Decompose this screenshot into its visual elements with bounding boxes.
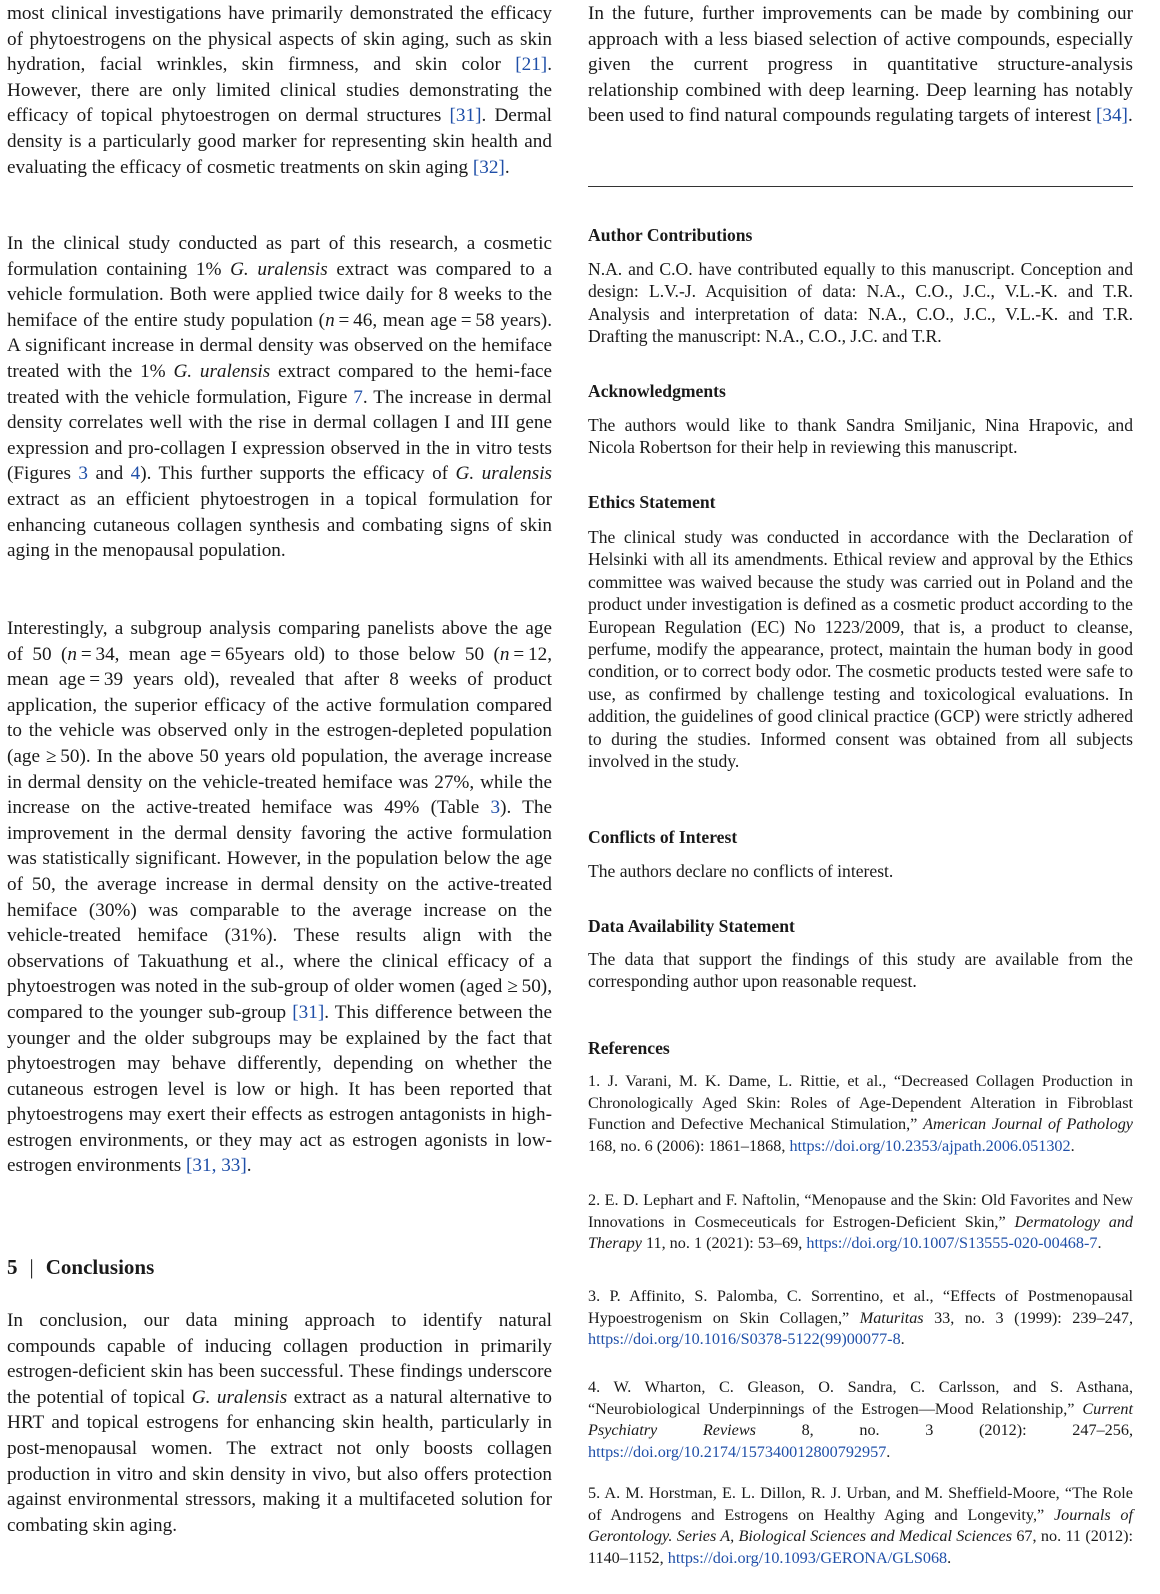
acknowledgments-text: The authors would like to thank Sandra Smiljanic, Nina Hrapovic, and Nicola Robertson for their help in reviewing this manuscript.	[588, 415, 1133, 458]
journal-name: Dermatology and Therapy	[588, 1212, 1134, 1253]
species-name: G. uralensis	[191, 1386, 288, 1408]
citation-link[interactable]: [31, 33]	[186, 1155, 247, 1177]
species-name: G. uralensis	[455, 463, 552, 485]
journal-name: Current Psychiatry Reviews	[588, 1399, 1133, 1440]
reference-item: 1. J. Varani, M. K. Dame, L. Rittie, et al., “Decreased Collagen Production in Chronologically Aged Skin: Roles of Age-Dependent Alteration in Fibroblast Function and Defective Mechanical Stimulation,” American Journal of Pathology 168, no. 6 (2006): 1861–1868, https://doi.org/10.2353/ajpath.2006.051302.	[588, 1072, 1133, 1155]
section-separator: |	[29, 1255, 34, 1279]
doi-link[interactable]: https://doi.org/10.2353/ajpath.2006.051302	[789, 1136, 1071, 1155]
section-title: Conclusions	[45, 1255, 155, 1279]
paragraph: In conclusion, our data mining approach to identify natural compounds capable of inducing collagen production in primarily estrogen-deficient skin has been successful. These findings underscore the potential of topical G. uralensis extract as a natural alternative to HRT and topical estrogens for enhancing skin health, particularly in post-menopausal women. The extract not only boosts collagen production in vitro and skin density in vivo, but also offers protection against environmental stressors, making it a multifaceted solution for combating skin aging.	[7, 1310, 552, 1536]
table-link[interactable]: 3	[490, 797, 501, 819]
section-number: 5	[7, 1255, 18, 1279]
citation-link[interactable]: [34]	[1095, 105, 1128, 127]
doi-link[interactable]: https://doi.org/10.1093/GERONA/GLS068	[667, 1548, 948, 1567]
citation-link[interactable]: [31]	[449, 105, 482, 127]
data-availability-heading: Data Availability Statement	[588, 916, 795, 936]
paragraph: In the future, further improvements can be made by combining our approach with a less biased selection of active compounds, especially given the current progress in quantitative structure-analysis relationship combined with deep learning. Deep learning has notably been used to find natural compounds regulating targets of interest [34].	[588, 3, 1133, 127]
citation-link[interactable]: [32]	[472, 156, 505, 178]
citation-link[interactable]: [21]	[515, 54, 548, 76]
doi-link[interactable]: https://doi.org/10.2174/157340012800792957	[588, 1442, 887, 1461]
reference-item: 3. P. Affinito, S. Palomba, C. Sorrentino, et al., “Effects of Postmenopausal Hypoestrogenism on Skin Collagen,” Maturitas 33, no. 3 (1999): 239–247, https://doi.org/10.1016/S0378-5122(99)00077-8.	[588, 1287, 1133, 1349]
references-heading: References	[588, 1038, 670, 1058]
figure-link[interactable]: 3	[78, 463, 89, 485]
ethics-heading: Ethics Statement	[588, 492, 716, 512]
reference-item: 5. A. M. Horstman, E. L. Dillon, R. J. Urban, and M. Sheffield-Moore, “The Role of Androgens and Estrogens on Healthy Aging and Longevity,” Journals of Gerontology. Series A, Biological Sciences and Medical Sciences 67, no. 11 (2012): 1140–1152, https://doi.org/10.1093/GERONA/GLS068.	[588, 1484, 1133, 1567]
doi-link[interactable]: https://doi.org/10.1016/S0378-5122(99)00077-8	[588, 1330, 901, 1349]
section-divider	[588, 186, 1133, 187]
paragraph: most clinical investigations have primarily demonstrated the efficacy of phytoestrogens on the physical aspects of skin aging, such as skin hydration, facial wrinkles, skin firmness, and skin color [21]. However, there are only limited clinical studies demonstrating the efficacy of topical phytoestrogen on dermal structures [31]. Dermal density is a particularly good marker for representing skin health and evaluating the efficacy of cosmetic treatments on skin aging [32].	[7, 3, 552, 178]
section-heading	[7, 1255, 154, 1280]
reference-item: 2. E. D. Lephart and F. Naftolin, “Menopause and the Skin: Old Favorites and New Innovations in Cosmeceuticals for Estrogen-Deficient Skin,” Dermatology and Therapy 11, no. 1 (2021): 53–69, https://doi.org/10.1007/S13555-020-00468-7.	[588, 1191, 1134, 1253]
reference-item: 4. W. Wharton, C. Gleason, O. Sandra, C. Carlsson, and S. Asthana, “Neurobiological Underpinnings of the Estrogen—Mood Relationship,” Current Psychiatry Reviews 8, no. 3 (2012): 247–256, https://doi.org/10.2174/157340012800792957.	[588, 1378, 1134, 1461]
figure-link[interactable]: 4	[130, 463, 141, 485]
author-contributions-text: N.A. and C.O. have contributed equally to this manuscript. Conception and design: L.V.-J. Acquisition of data: N.A., C.O., J.C., V.L.-K. and T.R. Analysis and interpretation of data: N.A., C.O., J.C., V.L.-K. and T.R. Drafting the manuscript: N.A., C.O., J.C. and T.R.	[588, 259, 1133, 347]
doi-link[interactable]: https://doi.org/10.1007/S13555-020-00468-7	[806, 1234, 1098, 1253]
conflicts-heading: Conflicts of Interest	[588, 827, 738, 847]
conflicts-text: The authors declare no conflicts of interest.	[588, 861, 894, 881]
ethics-text: The clinical study was conducted in accordance with the Declaration of Helsinki with all its amendments. Ethical review and approval by the Ethics committee was waived because the study was carried out in Poland and the product under investigation is defined as a cosmetic product according to the European Regulation (EC) No 1223/2009, that is, a product to cleanse, perfume, modify the appearance, protect, maintain the human body in good condition, or to correct body odor. The cosmetic products tested were safe to use, as confirmed by challenge testing and toxicological evaluations. In addition, the guidelines of good clinical practice (GCP) were strictly adhered to during the studies. Informed consent was obtained from all subjects involved in the study.	[588, 527, 1133, 772]
paragraph: In the clinical study conducted as part of this research, a cosmetic formulation containing 1% G. uralensis extract was compared to a vehicle formulation. Both were applied twice daily for 8 weeks to the hemiface of the entire study population (n = 46, mean age = 58 years). A significant increase in dermal density was observed on the hemiface treated with the 1% G. uralensis extract compared to the hemi-face treated with the vehicle formulation, Figure 7. The increase in dermal density correlates well with the rise in dermal collagen I and III gene expression and pro-collagen I expression observed in the in vitro tests (Figures 3 and 4). This further supports the efficacy of G. uralensis extract as an efficient phytoestrogen in a topical formulation for enhancing cutaneous collagen synthesis and combating signs of skin aging in the menopausal population.	[7, 233, 553, 562]
journal-name: American Journal of Pathology	[923, 1115, 1133, 1134]
journal-name: Journals of Gerontology. Series A, Biological Sciences and Medical Sciences	[588, 1505, 1133, 1546]
species-name: G. uralensis	[230, 258, 328, 280]
species-name: G. uralensis	[173, 360, 271, 382]
paragraph: Interestingly, a subgroup analysis comparing panelists above the age of 50 (n = 34, mean age = 65years old) to those below 50 (n = 12, mean age = 39 years old), revealed that after 8 weeks of product application, the superior efficacy of the active formulation compared to the vehicle was observed only in the estrogen-depleted population (age ≥ 50). In the above 50 years old population, the average increase in dermal density on the vehicle-treated hemiface was 27%, while the increase on the active-treated hemiface was 49% (Table 3). The improvement in the dermal density favoring the active formulation was statistically significant. However, in the population below the age of 50, the average increase in dermal density on the active-treated hemiface (30%) was comparable to the average increase on the vehicle-treated hemiface (31%). These results align with the observations of Takuathung et al., where the clinical efficacy of a phytoestrogen was noted in the sub-group of older women (aged ≥ 50), compared to the younger sub-group [31]. This difference between the younger and the older subgroups may be explained by the fact that phytoestrogen may behave differently, depending on whether the cutaneous estrogen level is low or high. It has been reported that phytoestrogens may exert their effects as estrogen antagonists in high-estrogen environments, or they may act as estrogen agonists in low-estrogen environments [31, 33].	[7, 618, 552, 1177]
acknowledgments-heading: Acknowledgments	[588, 381, 726, 401]
author-contributions-heading: Author Contributions	[588, 225, 753, 245]
figure-link[interactable]: 7	[353, 386, 363, 408]
citation-link[interactable]: [31]	[292, 1001, 325, 1023]
data-availability-text: The data that support the findings of this study are available from the corresponding author upon reasonable request.	[588, 949, 1133, 992]
journal-name: Maturitas	[859, 1308, 924, 1327]
